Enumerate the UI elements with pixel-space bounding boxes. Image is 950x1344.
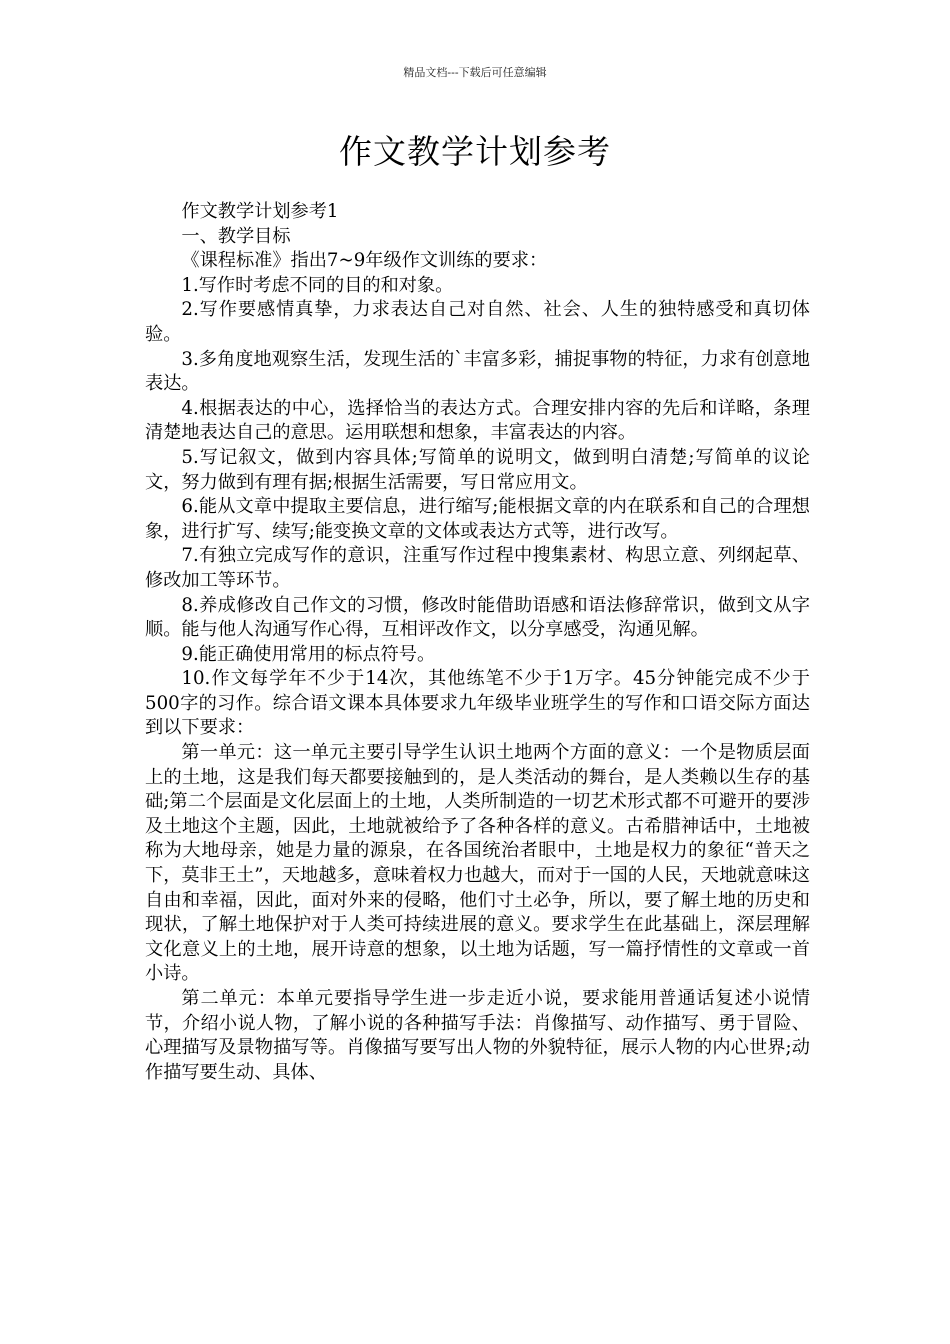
paragraph-item-2: 2.写作要感情真挚，力求表达自己对自然、社会、人生的独特感受和真切体验。 — [145, 299, 810, 345]
paragraph-unit-1: 第一单元：这一单元主要引导学生认识土地两个方面的意义：一个是物质层面上的土地，这是我们每天都要接触到的，是人类活动的舞台，是人类赖以生存的基础;第二个层面是文化层面上的土地，人类所制造的一切艺术形式都不可避开的要涉及土地这个主题，因此，土地就被给予了各种各样的意义。古希腊神话中，土地被称为大地母亲，她是力量的源泉，在各国统治者眼中，土地是权力的象征“普天之下，莫非王土”，天地越多，意味着权力也越大，而对于一国的人民，天地就意味这自由和幸福，因此，面对外来的侵略，他们寸土必争，所以，要了解土地的历史和现状，了解土地保护对于人类可持续进展的意义。要求学生在此基础上，深层理解文化意义上的土地，展开诗意的想象，以土地为话题，写一篇抒情性的文章或一首小诗。 — [145, 742, 810, 985]
document-body — [145, 200, 810, 1085]
paragraph-item-3: 3.多角度地观察生活，发现生活的`丰富多彩，捕捉事物的特征，力求有创意地表达。 — [145, 348, 810, 395]
document-title: 作文教学计划参考 — [339, 132, 611, 171]
paragraph-item-1: 1.写作时考虑不同的目的和对象。 — [181, 274, 454, 296]
paragraph-item-9: 9.能正确使用常用的标点符号。 — [181, 643, 436, 665]
paragraph-plan-heading: 作文教学计划参考1 — [181, 201, 339, 222]
paragraph-item-6: 6.能从文章中提取主要信息，进行缩写;能根据文章的内在联系和自己的合理想象，进行扩写、续写;能变换文章的文体或表达方式等，进行改写。 — [145, 496, 810, 542]
paragraph-item-7: 7.有独立完成写作的意识，注重写作过程中搜集素材、构思立意、列纲起草、修改加工等环节。 — [145, 545, 810, 591]
paragraph-unit-2: 第二单元：本单元要指导学生进一步走近小说，要求能用普通话复述小说情节，介绍小说人物，了解小说的各种描写手法：肖像描写、动作描写、勇于冒险、心理描写及景物描写等。肖像描写要写出人物的外貌特征，展示人物的内心世界;动作描写要生动、具体、 — [145, 988, 810, 1083]
paragraph-item-5: 5.写记叙文，做到内容具体;写简单的说明文，做到明白清楚;写简单的议论文，努力做到有理有据;根据生活需要，写日常应用文。 — [145, 446, 810, 493]
paragraph-section-heading: 一、教学目标 — [181, 225, 291, 247]
paragraph-item-10: 10.作文每学年不少于14次，其他练笔不少于1万字。45分钟能完成不少于500字的习作。综合语文课本具体要求九年级毕业班学生的写作和口语交际方面达到以下要求： — [145, 668, 810, 739]
paragraph-item-4: 4.根据表达的中心，选择恰当的表达方式。合理安排内容的先后和详略，条理清楚地表达自己的意思。运用联想和想象，丰富表达的内容。 — [145, 397, 810, 444]
header-note: 精品文档---下载后可任意编辑 — [403, 66, 547, 79]
paragraph-standard-intro: 《课程标准》指出7~9年级作文训练的要求： — [181, 250, 548, 272]
paragraph-item-8: 8.养成修改自己作文的习惯，修改时能借助语感和语法修辞常识，做到文从字顺。能与他人沟通写作心得，互相评改作文，以分享感受，沟通见解。 — [145, 594, 810, 641]
